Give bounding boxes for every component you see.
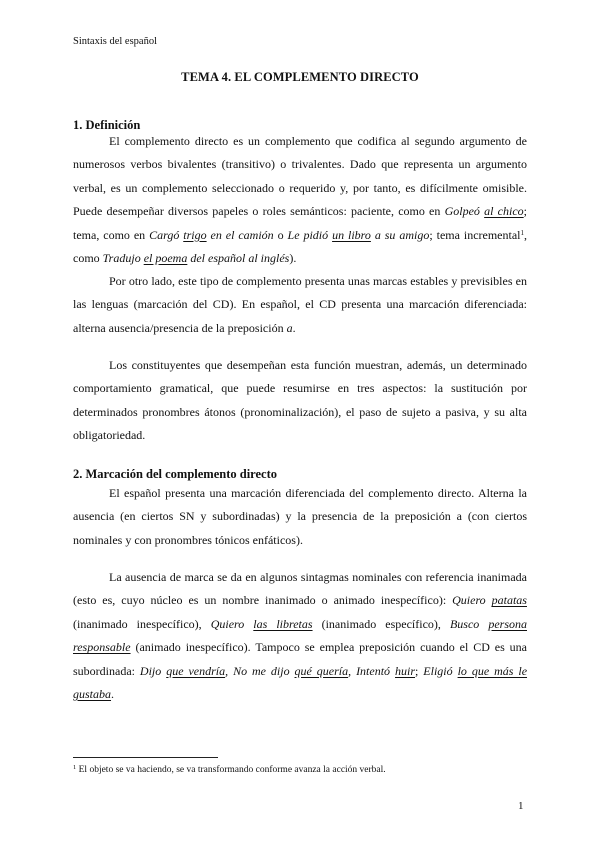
page-title: TEMA 4. EL COMPLEMENTO DIRECTO [181, 70, 419, 84]
footnote-reference: 1 [520, 228, 525, 237]
page-number: 1 [518, 800, 524, 812]
running-header: Sintaxis del español [73, 36, 157, 47]
footnote-divider [73, 757, 218, 758]
section-heading-definicion: 1. Definición [73, 118, 141, 132]
footnote-text: El objeto se va haciendo, se va transformando conforme avanza la acción verbal. [78, 765, 386, 775]
section-heading-marcacion: 2. Marcación del complemento directo [73, 467, 278, 481]
paragraph-definicion-3: Los constituyentes que desempeñan esta función muestran, además, un determinado comportamiento gramatical, que puede resumirse en tres aspectos: la sustitución por determinados pronombres átonos (pronominalización), el paso de sujeto a pasiva, y su alta obligatoriedad. [73, 358, 527, 443]
footnote-marker: 1 [73, 764, 77, 771]
paragraph-definicion-2: Por otro lado, este tipo de complemento presenta unas marcas estables y previsibles en las lenguas (marcación del CD). En español, el CD presenta una marcación diferenciada: alterna ausencia/presencia de la preposición a. [73, 274, 527, 335]
paragraph-marcacion-2: La ausencia de marca se da en algunos sintagmas nominales con referencia inanimada (esto es, cuyo núcleo es un nombre inanimado o animado inespecífico): Quiero patatas (inanimado inespecífico), Quiero las libretas (inanimado específico), Busco persona responsable (animado inespecífico). Tampoco se emplea preposición cuando el CD es una subordinada: Dijo que vendría, No me dijo qué quería, Intentó huir; Eligió lo que más le gustaba. [73, 570, 528, 702]
paragraph-definicion-1: El complemento directo es un complemento que codifica al segundo argumento de numerosos verbos bivalentes (transitivo) o trivalentes. Dado que representa un argumento verbal, es un complemento seleccionado o requerido y, por tanto, es difícilmente omisible. Puede desempeñar diversos papeles o roles semánticos: paciente, como en Golpeó al chico; tema, como en Cargó trigo en el camión o Le pidió un libro a su amigo; tema incremental$^1$, como Tradujo el poema del español al inglés). [73, 134, 528, 266]
paragraph-marcacion-1: El español presenta una marcación diferenciada del complemento directo. Alterna la ausencia (en ciertos SN y subordinadas) y la presencia de la preposición a (con ciertos nominales y con pronombres tónicos enfáticos). [73, 486, 527, 547]
footnote [73, 765, 386, 775]
